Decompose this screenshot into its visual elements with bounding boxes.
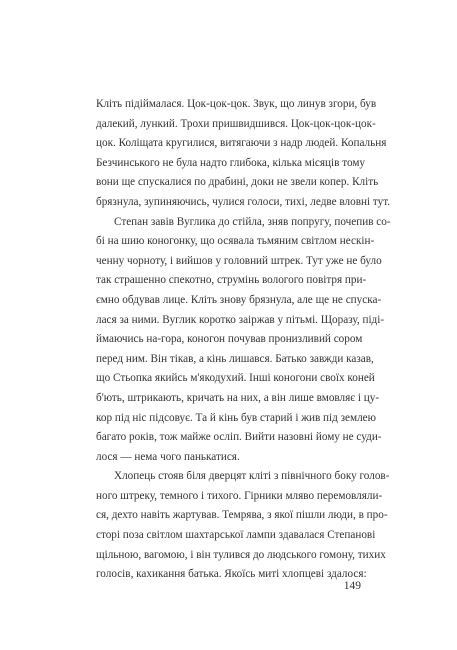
text-line: Кліть підіймалася. Цок-цок-цок. Звук, що линув згори, був	[96, 98, 377, 110]
text-line: що Стьопка якийсь м'якодухий. Інші коногони своїх коней	[96, 372, 375, 385]
text-line: б'ють, штрикають, кричать на них, а він лише вмовляє і цу-	[96, 391, 380, 404]
text-line: ймаючись на-гора, коногон почував пронизливий сором	[96, 333, 363, 346]
text-line: Безчинського не була надто глибока, кілька місяців тому	[96, 156, 366, 169]
paragraph-3	[96, 467, 390, 585]
text-line: так страшенно спекотно, струмінь вологого повітря при-	[96, 274, 367, 287]
text-line: вони ще спускалися по драбині, доки не звели копер. Кліть	[96, 176, 379, 189]
paragraph-1	[96, 95, 391, 213]
text-line: ся, дехто навіть жартував. Темрява, з якої пішли люди, в про-	[96, 509, 388, 522]
text-line: голосів, кахикання батька. Якоїсь миті хлопцеві здалося:	[96, 568, 367, 581]
text-line: кор під ніс підсовує. Та й кінь був старий і жив під землею	[96, 411, 376, 424]
text-line: лося — нема чого панькатися.	[96, 450, 240, 463]
body-text	[96, 95, 391, 585]
text-line: бі на шию коногонку, що осявала тьмяним світлом нескін-	[96, 235, 375, 248]
text-line: цок. Коліщата кругилися, витягаючи з надр людей. Копальня	[96, 137, 387, 150]
page-number: 149	[343, 580, 361, 592]
text-line: лася за ними. Вуглик коротко заіржав у пітьмі. Щоразу, піді-	[96, 313, 385, 326]
text-line: Хлопець стояв біля дверцят кліті з північного боку голов-	[114, 470, 390, 483]
text-line: Степан завів Вуглика до стійла, зняв попругу, почепив со-	[114, 215, 391, 228]
paragraph-2	[96, 213, 391, 468]
text-line: багато років, тож майже осліп. Вийти назовні йому не суди-	[96, 431, 382, 444]
text-line: ємно обдував лице. Кліть знову брязнула, але ще не спуска-	[96, 293, 382, 306]
text-line: щільною, вагомою, і він тулився до людського гомону, тихих	[96, 548, 386, 561]
text-line: ченну чорноту, і вийшов у головний штрек. Тут уже не було	[96, 254, 382, 267]
text-line: брязнула, зупиняючись, чулися голоси, тихі, ледве вловні тут.	[96, 195, 391, 208]
text-line: ного штреку, темного і тихого. Гірники мляво перемовляли-	[96, 489, 383, 502]
text-line: далекий, лункий. Трохи пришвидшився. Цок-цок-цок-цок-	[96, 117, 376, 130]
text-line: перед ним. Він тікав, а кінь лишався. Батько завжди казав,	[96, 352, 374, 365]
text-line: сторі поза світлом шахтарської лампи здавалася Степанові	[96, 529, 376, 542]
